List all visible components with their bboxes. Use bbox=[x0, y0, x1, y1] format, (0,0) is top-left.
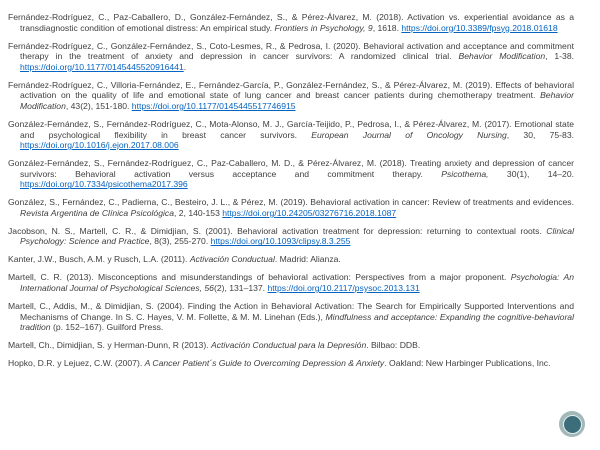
reference-item: Jacobson, N. S., Martell, C. R., & Dimidjian, S. (2001). Behavioral activation treatment for depression: returning to contextual roots. Clinical Psychology: Science and Practice, 8(3), 255-270. https://doi.org/10.1093/clipsy.8.3.255 bbox=[8, 225, 574, 247]
reference-item: Kanter, J.W., Busch, A.M. y Rusch, L.A. (2011). Activación Conductual. Madrid: Alianza. bbox=[8, 254, 341, 265]
reference-item: Martell, Ch., Dimidjian, S. y Herman-Dunn, R (2013). Activación Conductual para la Depresión. Bilbao: DDB. bbox=[8, 340, 421, 351]
reference-item: González-Fernández, S., Fernández-Rodríguez, C., Paz-Caballero, M. D., & Pérez-Álvarez, M. (2018). Treating anxiety and depression of cancer survivors: Behavioral activation versus acceptance and commitment therapy. Psicothema, 30(1), 14–20. https://doi.org/10.7334/psicothema2017.396 bbox=[8, 158, 575, 190]
circle-nav-icon[interactable] bbox=[559, 411, 585, 437]
reference-item: Martell, C. R. (2013). Misconceptions and misunderstandings of behavioral activation: Perspectives from a major proponent. Psychologia: An International Journal of Psychological Sciences, 56(2), 131–137. https://doi.org/10.2117/psysoc.2013.131 bbox=[8, 272, 574, 293]
reference-source: Clinical Psychology: Science and Practice bbox=[20, 225, 574, 247]
reference-item: Fernández-Rodríguez, C., Villoria-Fernández, E., Fernández-García, P., González-Fernández, S., & Pérez-Álvarez, M. (2019). Effects of behavioral activation on the quality of life and emotional state of lung cancer and breast cancer patients during chemotherapy treatment. Behavior Modification, 43(2), 151-180. https://doi.org/10.1177/0145445517746915 bbox=[8, 79, 574, 111]
reference-item: Fernández-Rodríguez, C., González-Fernández, S., Coto-Lesmes, R., & Pedrosa, I. (2020). Behavioral activation and acceptance and commitment therapy in the treatment of anxiety and depression in cancer survivors: A randomized clinical trial. Behavior Modification, 1-38. https://doi.org/10.1177/0145445520916441. bbox=[8, 40, 574, 72]
reference-source: European Journal of Oncology Nursing bbox=[311, 129, 507, 140]
doi-link[interactable]: https://doi.org/10.2117/psysoc.2013.131 bbox=[267, 283, 420, 293]
doi-link[interactable]: https://doi.org/10.7334/psicothema2017.396 bbox=[20, 179, 188, 190]
doi-link[interactable]: https://doi.org/10.3389/fpsyg.2018.01618 bbox=[401, 22, 558, 33]
doi-link[interactable]: https://doi.org/10.1016/j.ejon.2017.08.006 bbox=[20, 140, 179, 151]
reference-source: Psychologia: An International Journal of Psychological Sciences, 56 bbox=[20, 272, 574, 293]
reference-source: Mindfulness and acceptance: Expanding the cognitive-behavioral tradition bbox=[20, 311, 574, 333]
reference-item: González-Fernández, S., Fernández-Rodríguez, C., Mota-Alonso, M. J., García-Teijido, P., Pedrosa, I., & Pérez-Álvarez, M. (2017). Emotional state and psychological flexibility in breast cancer survivors. European Journal of Oncology Nursing, 30, 75-83. https://doi.org/10.1016/j.ejon.2017.08.006 bbox=[8, 118, 574, 151]
reference-source: Psicothema, bbox=[441, 168, 489, 179]
reference-item: González, S., Fernández, C., Padierna, C., Besteiro, J. L., & Pérez, M. (2019). Behavioral activation in cancer: Review of treatments and evidences. Revista Argentina de Clínica Psicológica, 2, 140-153 https://doi.org/10.24205/03276716.2018.1087 bbox=[8, 197, 574, 218]
reference-item: Hopko, D.R. y Lejuez, C.W. (2007). A Cancer Patient´s Guide to Overcoming Depression & Anxiety. Oakland: New Harbinger Publications, Inc. bbox=[8, 358, 551, 369]
reference-source: Behavior Modification bbox=[458, 51, 546, 62]
doi-link[interactable]: https://doi.org/10.24205/03276716.2018.1087 bbox=[222, 207, 397, 218]
reference-list bbox=[8, 12, 574, 376]
reference-source: Activación Conductual para la Depresión bbox=[210, 340, 367, 351]
circle-nav-inner bbox=[563, 415, 582, 434]
reference-source: Revista Argentina de Clínica Psicológica bbox=[20, 207, 174, 218]
doi-link[interactable]: https://doi.org/10.1177/0145445517746915 bbox=[131, 100, 296, 111]
reference-source: Frontiers in Psychology, 9 bbox=[274, 22, 373, 33]
doi-link[interactable]: https://doi.org/10.1177/0145445520916441 bbox=[20, 61, 184, 72]
reference-item: Martell, C., Addis, M., & Dimidjian, S. (2004). Finding the Action in Behavioral Activation: The Search for Empirically Supported Interventions and Mechanisms of Change. In S. C. Hayes, V. M. Follette, & M. M. Linehan (Eds.), Mindfulness and acceptance: Expanding the cognitive-behavioral tradition (p. 152–167). Guilford Press. bbox=[8, 300, 574, 333]
reference-source: Behavior Modification bbox=[20, 90, 574, 111]
doi-link[interactable]: https://doi.org/10.1093/clipsy.8.3.255 bbox=[210, 236, 351, 247]
reference-source: Activación Conductual bbox=[189, 254, 275, 265]
reference-source: A Cancer Patient´s Guide to Overcoming Depression & Anxiety bbox=[144, 358, 385, 369]
reference-item: Fernández-Rodríguez, C., Paz-Caballero, D., González-Fernández, S., & Pérez-Álvarez, M. (2018). Activation vs. experiential avoidance as a transdiagnostic condition of emotional distress: An empirical study. Frontiers in Psychology, 9, 1618. https://doi.org/10.3389/fpsyg.2018.01618 bbox=[8, 12, 574, 33]
